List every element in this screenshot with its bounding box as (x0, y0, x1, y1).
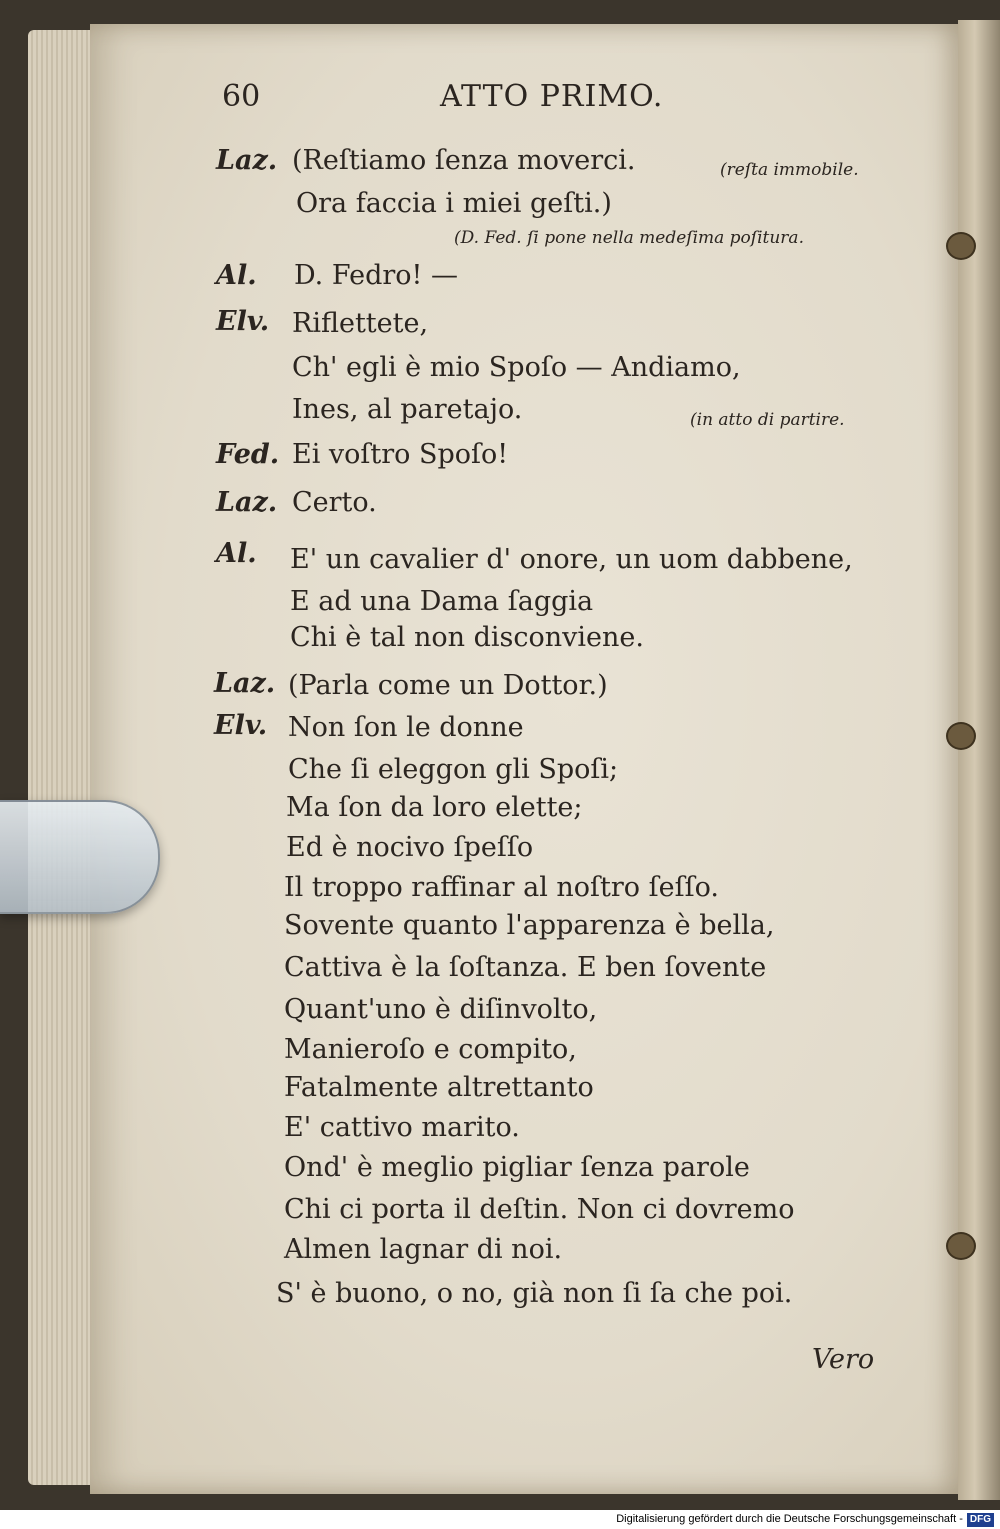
verse-line: Ines, al paretajo. (292, 394, 523, 425)
dfg-logo[interactable]: DFG (967, 1513, 994, 1527)
verse-line: Ma ſon da loro elette; (286, 792, 583, 823)
verse-line: Manieroſo e compito, (284, 1034, 577, 1065)
verse-line: Ch' egli è mio Spoſo — Andiamo, (292, 352, 741, 383)
speaker-label: Laz. (214, 668, 276, 699)
speaker-label: Laz. (216, 145, 278, 176)
verse-line: Ei voſtro Spoſo! (292, 439, 509, 470)
verse-line: Almen lagnar di noi. (284, 1234, 563, 1265)
verse-line: Riflettete, (292, 308, 429, 339)
verse-line: D. Fedro! — (294, 260, 458, 291)
verse-line: E ad una Dama ſaggia (290, 586, 594, 617)
verse-line: Quant'uno è diſinvolto, (284, 994, 598, 1025)
verse-line: (Reſtiamo ſenza moverci. (292, 145, 636, 176)
stage-direction: (in atto di partire. (690, 410, 845, 430)
verse-line: E' un cavalier d' onore, un uom dabbene, (290, 544, 853, 575)
verse-line: Il troppo raffinar al noſtro ſeſſo. (284, 872, 719, 903)
verse-line: Certo. (292, 487, 377, 518)
speaker-label: Al. (216, 260, 257, 291)
running-title: ATTO PRIMO. (440, 79, 664, 114)
verse-line: E' cattivo marito. (284, 1112, 520, 1143)
verse-line: Fatalmente altrettanto (284, 1072, 594, 1103)
digitization-credit (0, 1510, 1000, 1529)
speaker-label: Al. (216, 538, 257, 569)
verse-line: S' è buono, o no, già non ſi ſa che poi. (276, 1278, 793, 1309)
verse-line: Cattiva è la ſoſtanza. E ben ſovente (284, 952, 767, 983)
plastic-page-clip (0, 800, 160, 914)
binding-thread-knot (946, 722, 976, 750)
verse-line: Chi ci porta il deſtin. Non ci dovremo (284, 1194, 795, 1225)
verse-line: (Parla come un Dottor.) (288, 670, 608, 701)
stage-direction: (D. Fed. ſi pone nella medeſima poſitura. (454, 228, 804, 248)
catchword: Vero (812, 1344, 875, 1375)
verse-line: Ora faccia i miei geſti.) (296, 188, 612, 219)
stage-direction: (reſta immobile. (720, 160, 859, 180)
verse-line: Non ſon le donne (288, 712, 524, 743)
verse-line: Ond' è meglio pigliar ſenza parole (284, 1152, 750, 1183)
binding-thread-knot (946, 1232, 976, 1260)
speaker-label: Laz. (216, 487, 278, 518)
verse-line: Chi è tal non disconviene. (290, 622, 644, 653)
speaker-label: Fed. (216, 439, 280, 470)
page-number: 60 (222, 79, 261, 114)
verse-line: Sovente quanto l'apparenza è bella, (284, 910, 775, 941)
verse-line: Ed è nocivo ſpeſſo (286, 832, 534, 863)
verse-line: Che ſi eleggon gli Spoſi; (288, 754, 619, 785)
binding-thread-knot (946, 232, 976, 260)
speaker-label: Elv. (216, 306, 270, 337)
credit-text: Digitalisierung gefördert durch die Deutsche Forschungsgemeinschaft - (616, 1513, 963, 1525)
speaker-label: Elv. (214, 710, 268, 741)
